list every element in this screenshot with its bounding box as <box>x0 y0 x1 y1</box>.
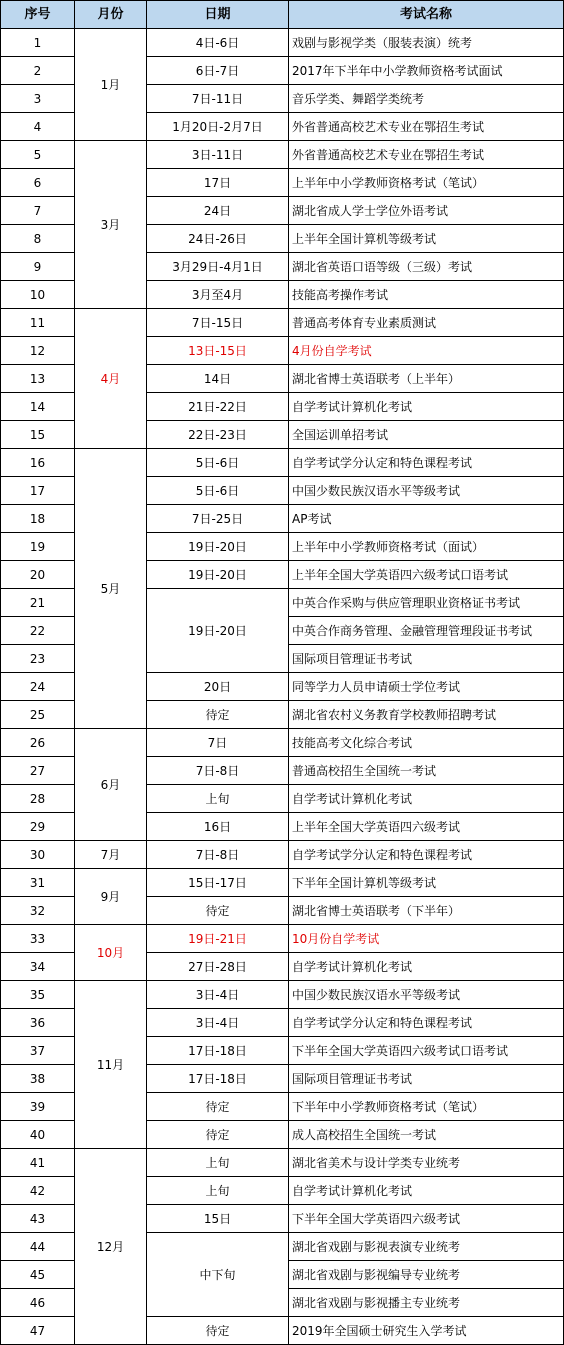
row-index: 43 <box>1 1205 75 1233</box>
exam-name-cell: 上半年中小学教师资格考试（面试） <box>289 533 564 561</box>
row-index: 16 <box>1 449 75 477</box>
date-cell: 27日-28日 <box>147 953 289 981</box>
exam-name-cell: 下半年全国计算机等级考试 <box>289 869 564 897</box>
header-exam-name: 考试名称 <box>289 1 564 29</box>
exam-name-cell: 下半年中小学教师资格考试（笔试） <box>289 1093 564 1121</box>
table-row <box>1 141 564 169</box>
date-cell: 1月20日-2月7日 <box>147 113 289 141</box>
month-cell: 4月 <box>75 309 147 449</box>
date-cell: 上旬 <box>147 1177 289 1205</box>
exam-name-cell: 上半年全国计算机等级考试 <box>289 225 564 253</box>
exam-name-cell: 自学考试计算机化考试 <box>289 953 564 981</box>
date-cell: 5日-6日 <box>147 449 289 477</box>
row-index: 31 <box>1 869 75 897</box>
date-cell: 7日 <box>147 729 289 757</box>
exam-name-cell: 下半年全国大学英语四六级考试口语考试 <box>289 1037 564 1065</box>
exam-name-cell: 成人高校招生全国统一考试 <box>289 1121 564 1149</box>
date-cell: 19日-20日 <box>147 533 289 561</box>
table-row <box>1 841 564 869</box>
date-cell: 中下旬 <box>147 1233 289 1317</box>
row-index: 15 <box>1 421 75 449</box>
row-index: 19 <box>1 533 75 561</box>
date-cell: 7日-8日 <box>147 757 289 785</box>
exam-name-cell: 湖北省农村义务教育学校教师招聘考试 <box>289 701 564 729</box>
exam-name-cell: 10月份自学考试 <box>289 925 564 953</box>
exam-name-cell: 2017年下半年中小学教师资格考试面试 <box>289 57 564 85</box>
date-cell: 24日 <box>147 197 289 225</box>
table-row <box>1 981 564 1009</box>
exam-name-cell: 湖北省博士英语联考（上半年） <box>289 365 564 393</box>
row-index: 18 <box>1 505 75 533</box>
date-cell: 16日 <box>147 813 289 841</box>
row-index: 11 <box>1 309 75 337</box>
row-index: 6 <box>1 169 75 197</box>
row-index: 9 <box>1 253 75 281</box>
header-row <box>1 1 564 29</box>
exam-name-cell: 上半年全国大学英语四六级考试 <box>289 813 564 841</box>
exam-name-cell: 自学考试计算机化考试 <box>289 1177 564 1205</box>
exam-name-cell: 中国少数民族汉语水平等级考试 <box>289 981 564 1009</box>
date-cell: 上旬 <box>147 1149 289 1177</box>
month-cell: 10月 <box>75 925 147 981</box>
row-index: 39 <box>1 1093 75 1121</box>
date-cell: 7日-11日 <box>147 85 289 113</box>
exam-name-cell: 湖北省英语口语等级（三级）考试 <box>289 253 564 281</box>
date-cell: 3月至4月 <box>147 281 289 309</box>
row-index: 23 <box>1 645 75 673</box>
date-cell: 3日-11日 <box>147 141 289 169</box>
table-row <box>1 1149 564 1177</box>
month-cell: 3月 <box>75 141 147 309</box>
row-index: 36 <box>1 1009 75 1037</box>
row-index: 38 <box>1 1065 75 1093</box>
row-index: 10 <box>1 281 75 309</box>
exam-name-cell: 中英合作商务管理、金融管理管理段证书考试 <box>289 617 564 645</box>
row-index: 45 <box>1 1261 75 1289</box>
row-index: 8 <box>1 225 75 253</box>
date-cell: 19日-21日 <box>147 925 289 953</box>
date-cell: 3日-4日 <box>147 1009 289 1037</box>
row-index: 1 <box>1 29 75 57</box>
month-cell: 1月 <box>75 29 147 141</box>
row-index: 27 <box>1 757 75 785</box>
exam-name-cell: 湖北省戏剧与影视编导专业统考 <box>289 1261 564 1289</box>
month-cell: 11月 <box>75 981 147 1149</box>
exam-name-cell: 2019年全国硕士研究生入学考试 <box>289 1317 564 1345</box>
date-cell: 19日-20日 <box>147 589 289 673</box>
month-cell: 9月 <box>75 869 147 925</box>
table-row <box>1 449 564 477</box>
exam-name-cell: 音乐学类、舞蹈学类统考 <box>289 85 564 113</box>
date-cell: 24日-26日 <box>147 225 289 253</box>
row-index: 20 <box>1 561 75 589</box>
exam-name-cell: 自学考试计算机化考试 <box>289 785 564 813</box>
row-index: 41 <box>1 1149 75 1177</box>
row-index: 47 <box>1 1317 75 1345</box>
row-index: 12 <box>1 337 75 365</box>
date-cell: 19日-20日 <box>147 561 289 589</box>
row-index: 24 <box>1 673 75 701</box>
exam-name-cell: 国际项目管理证书考试 <box>289 1065 564 1093</box>
table-row <box>1 29 564 57</box>
row-index: 37 <box>1 1037 75 1065</box>
exam-name-cell: 戏剧与影视学类（服装表演）统考 <box>289 29 564 57</box>
exam-name-cell: 国际项目管理证书考试 <box>289 645 564 673</box>
exam-name-cell: 全国运训单招考试 <box>289 421 564 449</box>
date-cell: 待定 <box>147 701 289 729</box>
date-cell: 15日 <box>147 1205 289 1233</box>
exam-name-cell: 湖北省美术与设计学类专业统考 <box>289 1149 564 1177</box>
row-index: 46 <box>1 1289 75 1317</box>
exam-name-cell: 同等学力人员申请硕士学位考试 <box>289 673 564 701</box>
exam-name-cell: 湖北省成人学士学位外语考试 <box>289 197 564 225</box>
exam-name-cell: 湖北省戏剧与影视播主专业统考 <box>289 1289 564 1317</box>
header-index: 序号 <box>1 1 75 29</box>
date-cell: 7日-15日 <box>147 309 289 337</box>
date-cell: 待定 <box>147 1093 289 1121</box>
row-index: 26 <box>1 729 75 757</box>
exam-name-cell: 自学考试学分认定和特色课程考试 <box>289 1009 564 1037</box>
row-index: 17 <box>1 477 75 505</box>
date-cell: 17日-18日 <box>147 1065 289 1093</box>
exam-name-cell: 技能高考文化综合考试 <box>289 729 564 757</box>
date-cell: 待定 <box>147 1121 289 1149</box>
row-index: 34 <box>1 953 75 981</box>
table-row <box>1 309 564 337</box>
row-index: 33 <box>1 925 75 953</box>
row-index: 3 <box>1 85 75 113</box>
date-cell: 17日 <box>147 169 289 197</box>
date-cell: 21日-22日 <box>147 393 289 421</box>
date-cell: 上旬 <box>147 785 289 813</box>
exam-name-cell: 上半年中小学教师资格考试（笔试） <box>289 169 564 197</box>
exam-name-cell: 上半年全国大学英语四六级考试口语考试 <box>289 561 564 589</box>
row-index: 21 <box>1 589 75 617</box>
exam-name-cell: 外省普通高校艺术专业在鄂招生考试 <box>289 113 564 141</box>
date-cell: 待定 <box>147 1317 289 1345</box>
row-index: 14 <box>1 393 75 421</box>
row-index: 42 <box>1 1177 75 1205</box>
date-cell: 14日 <box>147 365 289 393</box>
row-index: 25 <box>1 701 75 729</box>
month-cell: 12月 <box>75 1149 147 1345</box>
date-cell: 4日-6日 <box>147 29 289 57</box>
date-cell: 22日-23日 <box>147 421 289 449</box>
row-index: 5 <box>1 141 75 169</box>
month-cell: 6月 <box>75 729 147 841</box>
row-index: 2 <box>1 57 75 85</box>
exam-name-cell: 技能高考操作考试 <box>289 281 564 309</box>
exam-name-cell: 普通高考体育专业素质测试 <box>289 309 564 337</box>
date-cell: 7日-25日 <box>147 505 289 533</box>
date-cell: 13日-15日 <box>147 337 289 365</box>
exam-name-cell: 中英合作采购与供应管理职业资格证书考试 <box>289 589 564 617</box>
month-cell: 5月 <box>75 449 147 729</box>
row-index: 32 <box>1 897 75 925</box>
exam-name-cell: 下半年全国大学英语四六级考试 <box>289 1205 564 1233</box>
exam-name-cell: 普通高校招生全国统一考试 <box>289 757 564 785</box>
date-cell: 20日 <box>147 673 289 701</box>
table-row-highlighted <box>1 925 564 953</box>
exam-name-cell: 湖北省戏剧与影视表演专业统考 <box>289 1233 564 1261</box>
header-month: 月份 <box>75 1 147 29</box>
date-cell: 3月29日-4月1日 <box>147 253 289 281</box>
table-row <box>1 729 564 757</box>
month-cell: 7月 <box>75 841 147 869</box>
exam-name-cell: AP考试 <box>289 505 564 533</box>
date-cell: 17日-18日 <box>147 1037 289 1065</box>
header-date: 日期 <box>147 1 289 29</box>
row-index: 40 <box>1 1121 75 1149</box>
exam-name-cell: 4月份自学考试 <box>289 337 564 365</box>
date-cell: 3日-4日 <box>147 981 289 1009</box>
row-index: 30 <box>1 841 75 869</box>
row-index: 28 <box>1 785 75 813</box>
exam-name-cell: 中国少数民族汉语水平等级考试 <box>289 477 564 505</box>
date-cell: 5日-6日 <box>147 477 289 505</box>
exam-name-cell: 湖北省博士英语联考（下半年） <box>289 897 564 925</box>
exam-name-cell: 自学考试学分认定和特色课程考试 <box>289 449 564 477</box>
row-index: 13 <box>1 365 75 393</box>
date-cell: 待定 <box>147 897 289 925</box>
exam-name-cell: 自学考试计算机化考试 <box>289 393 564 421</box>
row-index: 4 <box>1 113 75 141</box>
exam-name-cell: 外省普通高校艺术专业在鄂招生考试 <box>289 141 564 169</box>
table-row <box>1 869 564 897</box>
row-index: 7 <box>1 197 75 225</box>
row-index: 44 <box>1 1233 75 1261</box>
date-cell: 6日-7日 <box>147 57 289 85</box>
exam-name-cell: 自学考试学分认定和特色课程考试 <box>289 841 564 869</box>
row-index: 29 <box>1 813 75 841</box>
date-cell: 15日-17日 <box>147 869 289 897</box>
row-index: 22 <box>1 617 75 645</box>
date-cell: 7日-8日 <box>147 841 289 869</box>
row-index: 35 <box>1 981 75 1009</box>
